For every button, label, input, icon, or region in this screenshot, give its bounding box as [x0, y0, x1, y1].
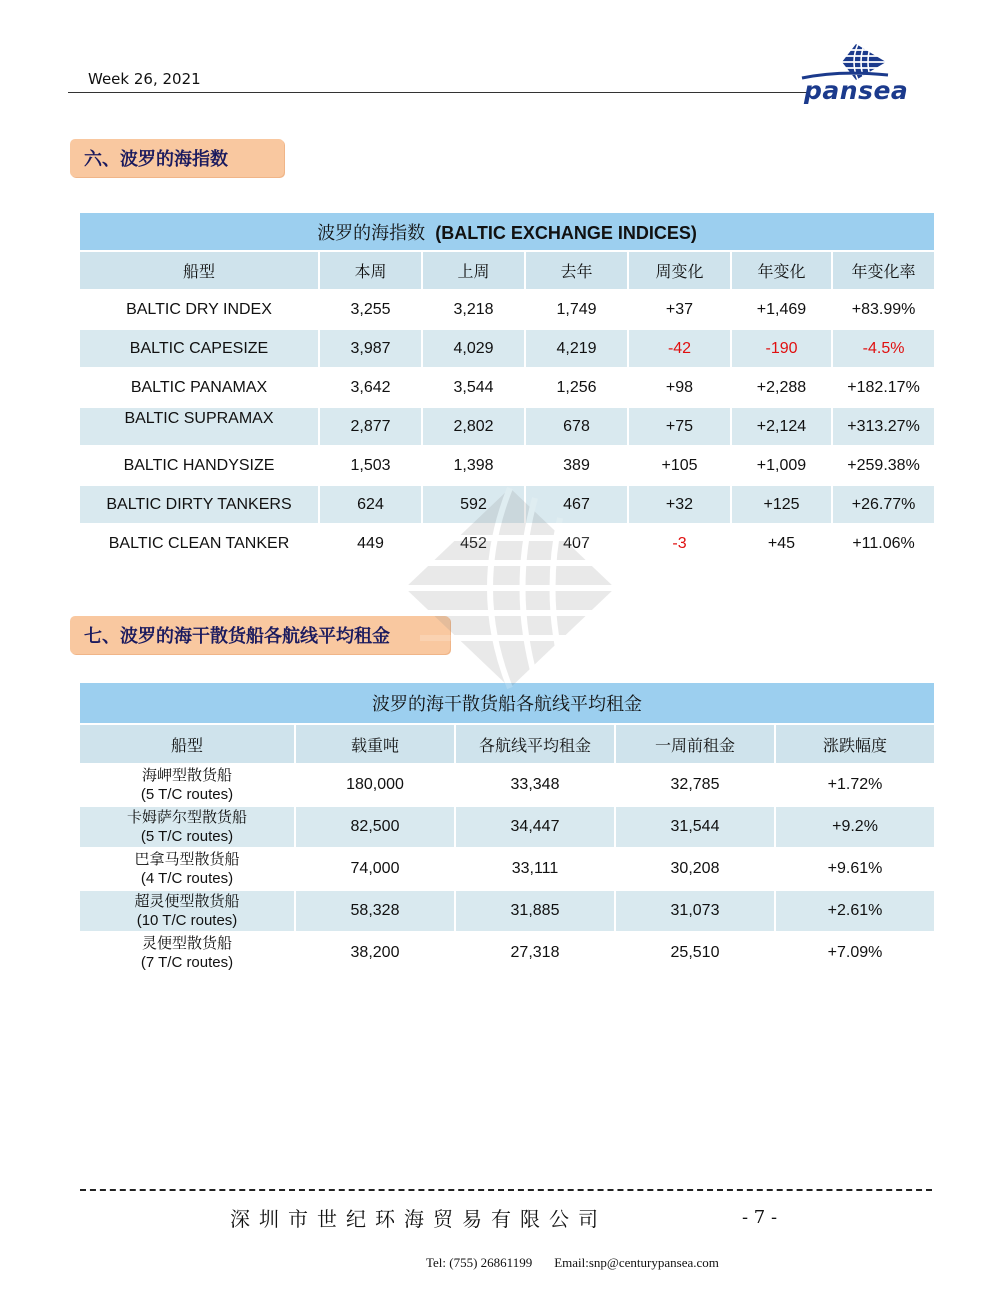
vessel-type-cell	[79, 932, 295, 974]
section-title-dry-bulk-rates: 七、波罗的海干散货船各航线平均租金	[70, 616, 450, 654]
value-cell: +26.77%	[832, 485, 935, 524]
value-cell: +75	[628, 407, 731, 446]
column-header: 涨跌幅度	[775, 724, 935, 764]
company-name: 深圳市世纪环海贸易有限公司	[230, 1207, 607, 1231]
column-header: 船型	[79, 251, 319, 290]
vessel-type-cell: BALTIC CAPESIZE	[79, 329, 319, 368]
value-cell: 1,503	[319, 446, 422, 485]
email-text: Email:snp@centurypansea.com	[554, 1255, 719, 1270]
table-row	[79, 890, 935, 932]
value-cell: 4,219	[525, 329, 628, 368]
value-cell: +2.61%	[775, 890, 935, 932]
value-cell: -4.5%	[832, 329, 935, 368]
value-cell: 38,200	[295, 932, 455, 974]
route-count: (5 T/C routes)	[140, 786, 234, 803]
vessel-type-name: 海岬型散货船	[141, 766, 232, 784]
column-header: 年变化	[731, 251, 832, 290]
table-title-row	[79, 212, 935, 251]
contact-line	[426, 1255, 741, 1271]
value-cell: 592	[422, 485, 525, 524]
column-header: 年变化率	[832, 251, 935, 290]
table-row	[79, 329, 935, 368]
table-title-row	[79, 682, 935, 724]
value-cell: 27,318	[455, 932, 615, 974]
value-cell: +98	[628, 368, 731, 407]
value-cell: 3,987	[319, 329, 422, 368]
vessel-type-name: 灵便型散货船	[141, 934, 232, 952]
vessel-type-cell	[79, 848, 295, 890]
week-label: Week 26, 2021	[88, 70, 201, 88]
value-cell: -190	[731, 329, 832, 368]
value-cell: +313.27%	[832, 407, 935, 446]
value-cell: 3,218	[422, 290, 525, 329]
vessel-type-cell: BALTIC PANAMAX	[79, 368, 319, 407]
table-row	[79, 806, 935, 848]
table-row	[79, 290, 935, 329]
vessel-type-cell: BALTIC SUPRAMAX	[79, 407, 319, 446]
value-cell: 31,885	[455, 890, 615, 932]
value-cell: +259.38%	[832, 446, 935, 485]
value-cell: +2,288	[731, 368, 832, 407]
value-cell: +125	[731, 485, 832, 524]
value-cell: +32	[628, 485, 731, 524]
value-cell: 33,348	[455, 764, 615, 806]
value-cell: -3	[628, 524, 731, 563]
value-cell: 407	[525, 524, 628, 563]
value-cell: 31,544	[615, 806, 775, 848]
value-cell: 3,255	[319, 290, 422, 329]
value-cell: +9.61%	[775, 848, 935, 890]
value-cell: 3,544	[422, 368, 525, 407]
table-row	[79, 764, 935, 806]
value-cell: 452	[422, 524, 525, 563]
page-number: - 7 -	[742, 1207, 778, 1228]
vessel-type-name: 巴拿马型散货船	[134, 850, 240, 868]
table-row	[79, 446, 935, 485]
value-cell: 82,500	[295, 806, 455, 848]
vessel-type-cell	[79, 890, 295, 932]
value-cell: 30,208	[615, 848, 775, 890]
value-cell: 180,000	[295, 764, 455, 806]
value-cell: 74,000	[295, 848, 455, 890]
table-row	[79, 407, 935, 446]
pansea-logo	[800, 42, 930, 108]
table-row	[79, 524, 935, 563]
route-count: (7 T/C routes)	[140, 954, 234, 971]
vessel-type-cell: BALTIC DRY INDEX	[79, 290, 319, 329]
value-cell: 31,073	[615, 890, 775, 932]
value-cell: +37	[628, 290, 731, 329]
value-cell: 1,749	[525, 290, 628, 329]
logo-wordmark: pansea	[804, 76, 909, 105]
baltic-indices-table	[78, 211, 936, 564]
column-header: 船型	[79, 724, 295, 764]
value-cell: +1,009	[731, 446, 832, 485]
route-count: (10 T/C routes)	[136, 912, 238, 929]
column-header: 去年	[525, 251, 628, 290]
value-cell: +45	[731, 524, 832, 563]
value-cell: +7.09%	[775, 932, 935, 974]
vessel-type-name: 卡姆萨尔型散货船	[126, 808, 247, 826]
value-cell: +105	[628, 446, 731, 485]
value-cell: 678	[525, 407, 628, 446]
vessel-type-cell	[79, 806, 295, 848]
column-header: 上周	[422, 251, 525, 290]
table-row	[79, 848, 935, 890]
table-header-row	[79, 251, 935, 290]
header-divider	[68, 92, 808, 93]
tel-text: Tel: (755) 26861199	[426, 1255, 533, 1270]
column-header: 载重吨	[295, 724, 455, 764]
value-cell: +182.17%	[832, 368, 935, 407]
value-cell: 33,111	[455, 848, 615, 890]
route-count: (4 T/C routes)	[140, 870, 234, 887]
vessel-type-cell: BALTIC CLEAN TANKER	[79, 524, 319, 563]
table-row	[79, 932, 935, 974]
table-row	[79, 368, 935, 407]
route-count: (5 T/C routes)	[140, 828, 234, 845]
column-header: 周变化	[628, 251, 731, 290]
value-cell: +1,469	[731, 290, 832, 329]
value-cell: +9.2%	[775, 806, 935, 848]
value-cell: 389	[525, 446, 628, 485]
value-cell: 2,877	[319, 407, 422, 446]
value-cell: 58,328	[295, 890, 455, 932]
value-cell: 3,642	[319, 368, 422, 407]
value-cell: +2,124	[731, 407, 832, 446]
value-cell: 1,256	[525, 368, 628, 407]
value-cell: -42	[628, 329, 731, 368]
value-cell: 624	[319, 485, 422, 524]
table-title: 波罗的海干散货船各航线平均租金	[79, 682, 935, 724]
vessel-type-cell: BALTIC HANDYSIZE	[79, 446, 319, 485]
vessel-type-cell	[79, 764, 295, 806]
value-cell: +1.72%	[775, 764, 935, 806]
table-row	[79, 485, 935, 524]
footer-divider	[80, 1189, 932, 1191]
value-cell: 34,447	[455, 806, 615, 848]
value-cell: 4,029	[422, 329, 525, 368]
table-title: 波罗的海指数 (BALTIC EXCHANGE INDICES)	[79, 212, 935, 251]
value-cell: 467	[525, 485, 628, 524]
value-cell: 25,510	[615, 932, 775, 974]
value-cell: 449	[319, 524, 422, 563]
section-title-baltic-indices: 六、波罗的海指数	[70, 139, 284, 177]
value-cell: +11.06%	[832, 524, 935, 563]
value-cell: 1,398	[422, 446, 525, 485]
column-header: 一周前租金	[615, 724, 775, 764]
vessel-type-name: 超灵便型散货船	[134, 892, 240, 910]
dry-bulk-rates-table	[78, 681, 936, 975]
column-header: 本周	[319, 251, 422, 290]
column-header: 各航线平均租金	[455, 724, 615, 764]
vessel-type-cell: BALTIC DIRTY TANKERS	[79, 485, 319, 524]
table-header-row	[79, 724, 935, 764]
value-cell: 2,802	[422, 407, 525, 446]
value-cell: +83.99%	[832, 290, 935, 329]
value-cell: 32,785	[615, 764, 775, 806]
